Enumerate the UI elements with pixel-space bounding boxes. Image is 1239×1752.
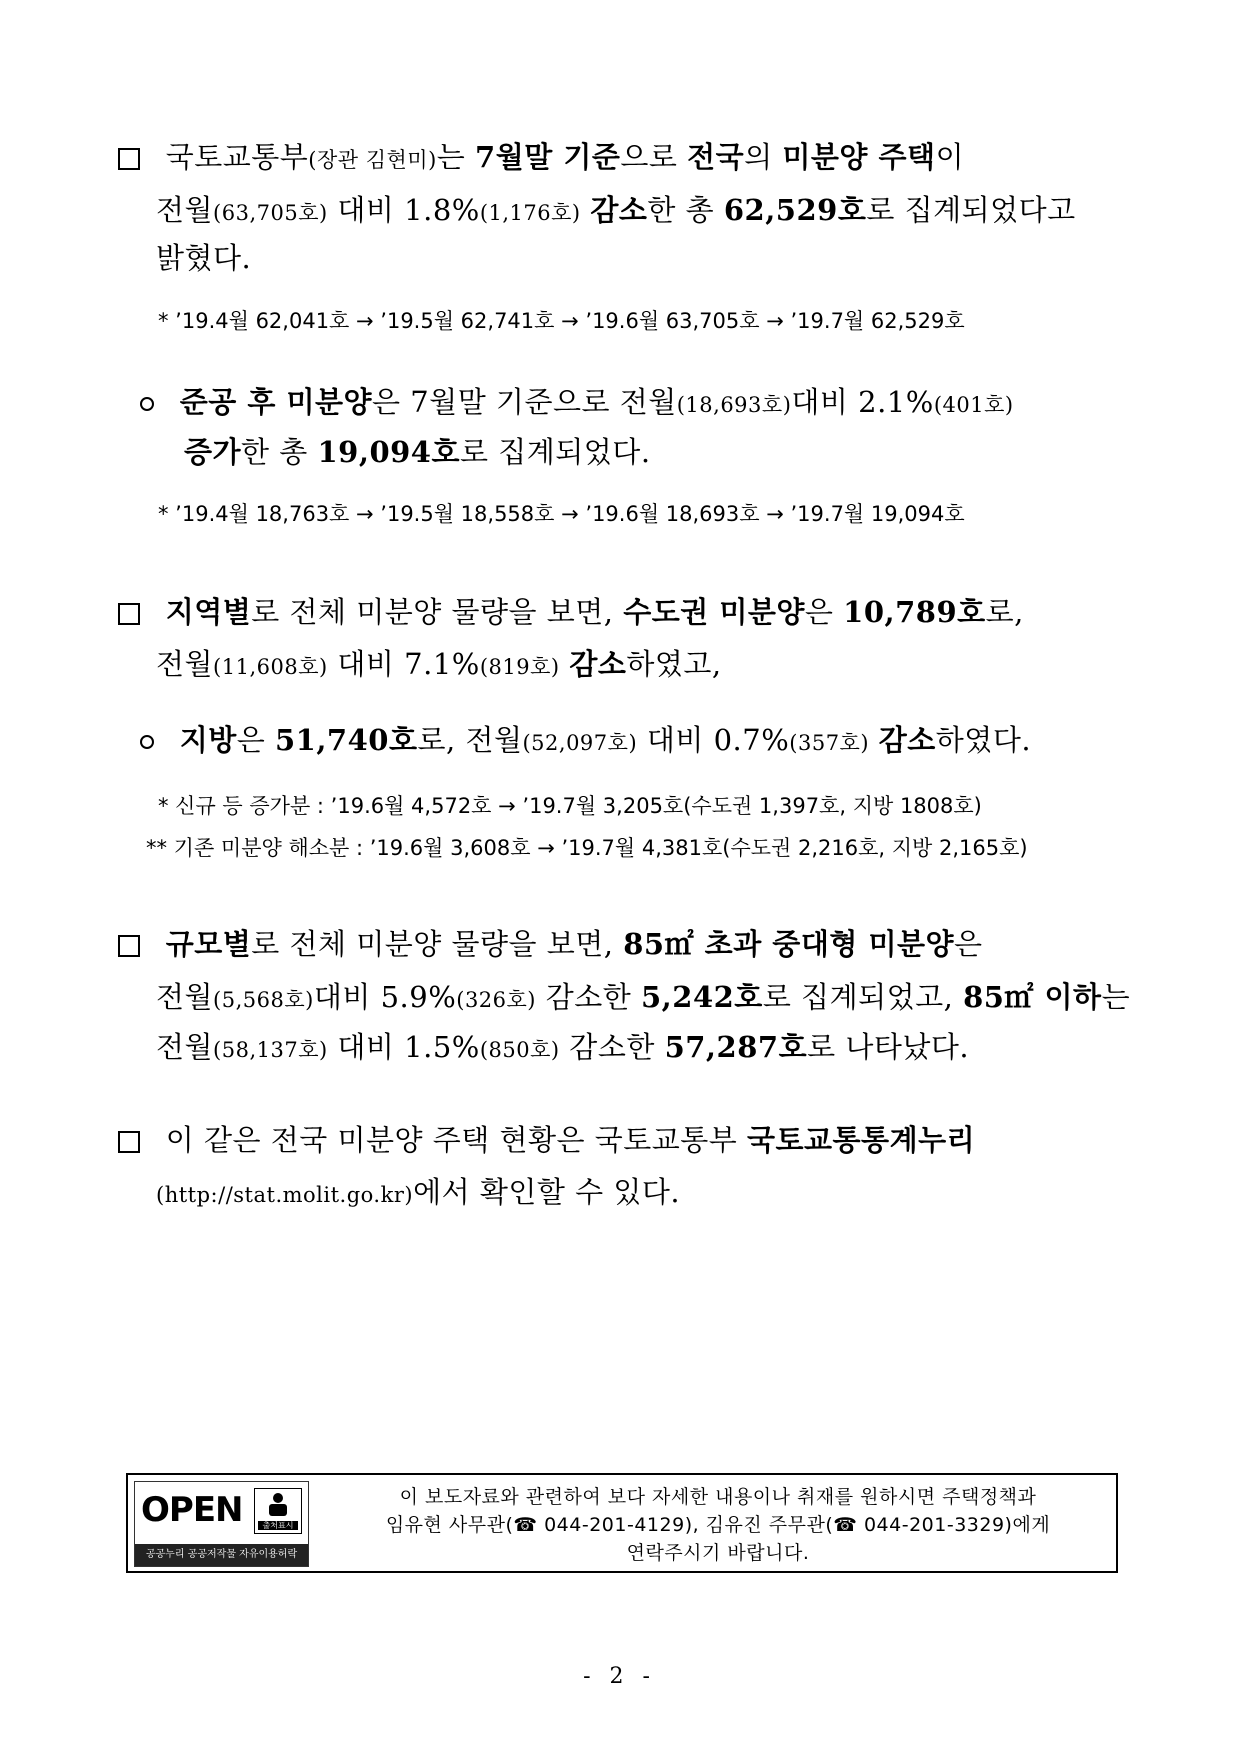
checkbox-bullet-icon [118, 1131, 140, 1153]
p5-line-1: 규모별로 전체 미분양 물량을 보면, 85㎡ 초과 중대형 미분양은 [118, 922, 983, 963]
p4-footnote-2: ** 기존 미분양 해소분 : ’19.6월 3,608호 → ’19.7월 4,381호(수도권 2,216호, 지방 2,165호) [146, 836, 1028, 860]
circle-bullet-icon [140, 397, 154, 411]
p3-line-1: 지역별로 전체 미분양 물량을 보면, 수도권 미분양은 10,789호로, [118, 590, 1024, 631]
page-number: - 2 - [583, 1664, 656, 1689]
p1-line-2: 전월(63,705호) 대비 1.8%(1,176호) 감소한 총 62,529호로 집계되었다고 [156, 193, 1076, 227]
p1-line-1: 국토교통부(장관 김현미)는 7월말 기준으로 전국의 미분양 주택이 [118, 135, 964, 176]
p6-line-1: 이 같은 전국 미분양 주택 현황은 국토교통부 국토교통통계누리 [118, 1118, 975, 1159]
p1-line-3: 밝혔다. [156, 241, 252, 275]
p4-footnote-1: * 신규 등 증가분 : ’19.6월 4,572호 → ’19.7월 3,205호(수도권 1,397호, 지방 1808호) [158, 794, 982, 818]
p3-line-2: 전월(11,608호) 대비 7.1%(819호) 감소하였고, [156, 647, 722, 681]
checkbox-bullet-icon [118, 935, 140, 957]
p6-line-2: (http://stat.molit.go.kr)에서 확인할 수 있다. [156, 1175, 681, 1209]
p4-line-1: 지방은 51,740호로, 전월(52,097호) 대비 0.7%(357호) 감소하였다. [140, 718, 1031, 759]
attribution-badge-icon: 출처표시 [254, 1488, 302, 1534]
checkbox-bullet-icon [118, 603, 140, 625]
p2-line-1: 준공 후 미분양은 7월말 기준으로 전월(18,693호)대비 2.1%(401호) [140, 380, 1014, 421]
contact-box [126, 1473, 1118, 1573]
kogl-open-logo: OPEN 출처표시 공공누리 공공저작물 자유이용허락 [134, 1481, 309, 1567]
checkbox-bullet-icon [118, 148, 140, 170]
contact-text: 이 보도자료와 관련하여 보다 자세한 내용이나 취재를 원하시면 주택정책과 임유현 사무관(☎ 044-201-4129), 김유진 주무관(☎ 044-201-3329)에게 연락주시기 바랍니다. [385, 1486, 1051, 1564]
molit-stat-link[interactable]: (http://stat.molit.go.kr) [156, 1183, 414, 1207]
p1-footnote: * ’19.4월 62,041호 → ’19.5월 62,741호 → ’19.6월 63,705호 → ’19.7월 62,529호 [158, 309, 965, 333]
circle-bullet-icon [140, 735, 154, 749]
p5-line-2: 전월(5,568호)대비 5.9%(326호) 감소한 5,242호로 집계되었고, 85㎡ 이하는 [156, 980, 1131, 1014]
p2-line-2: 증가한 총 19,094호로 집계되었다. [184, 435, 651, 469]
p2-footnote: * ’19.4월 18,763호 → ’19.5월 18,558호 → ’19.6월 18,693호 → ’19.7월 19,094호 [158, 502, 965, 526]
p5-line-3: 전월(58,137호) 대비 1.5%(850호) 감소한 57,287호로 나타났다. [156, 1030, 970, 1064]
